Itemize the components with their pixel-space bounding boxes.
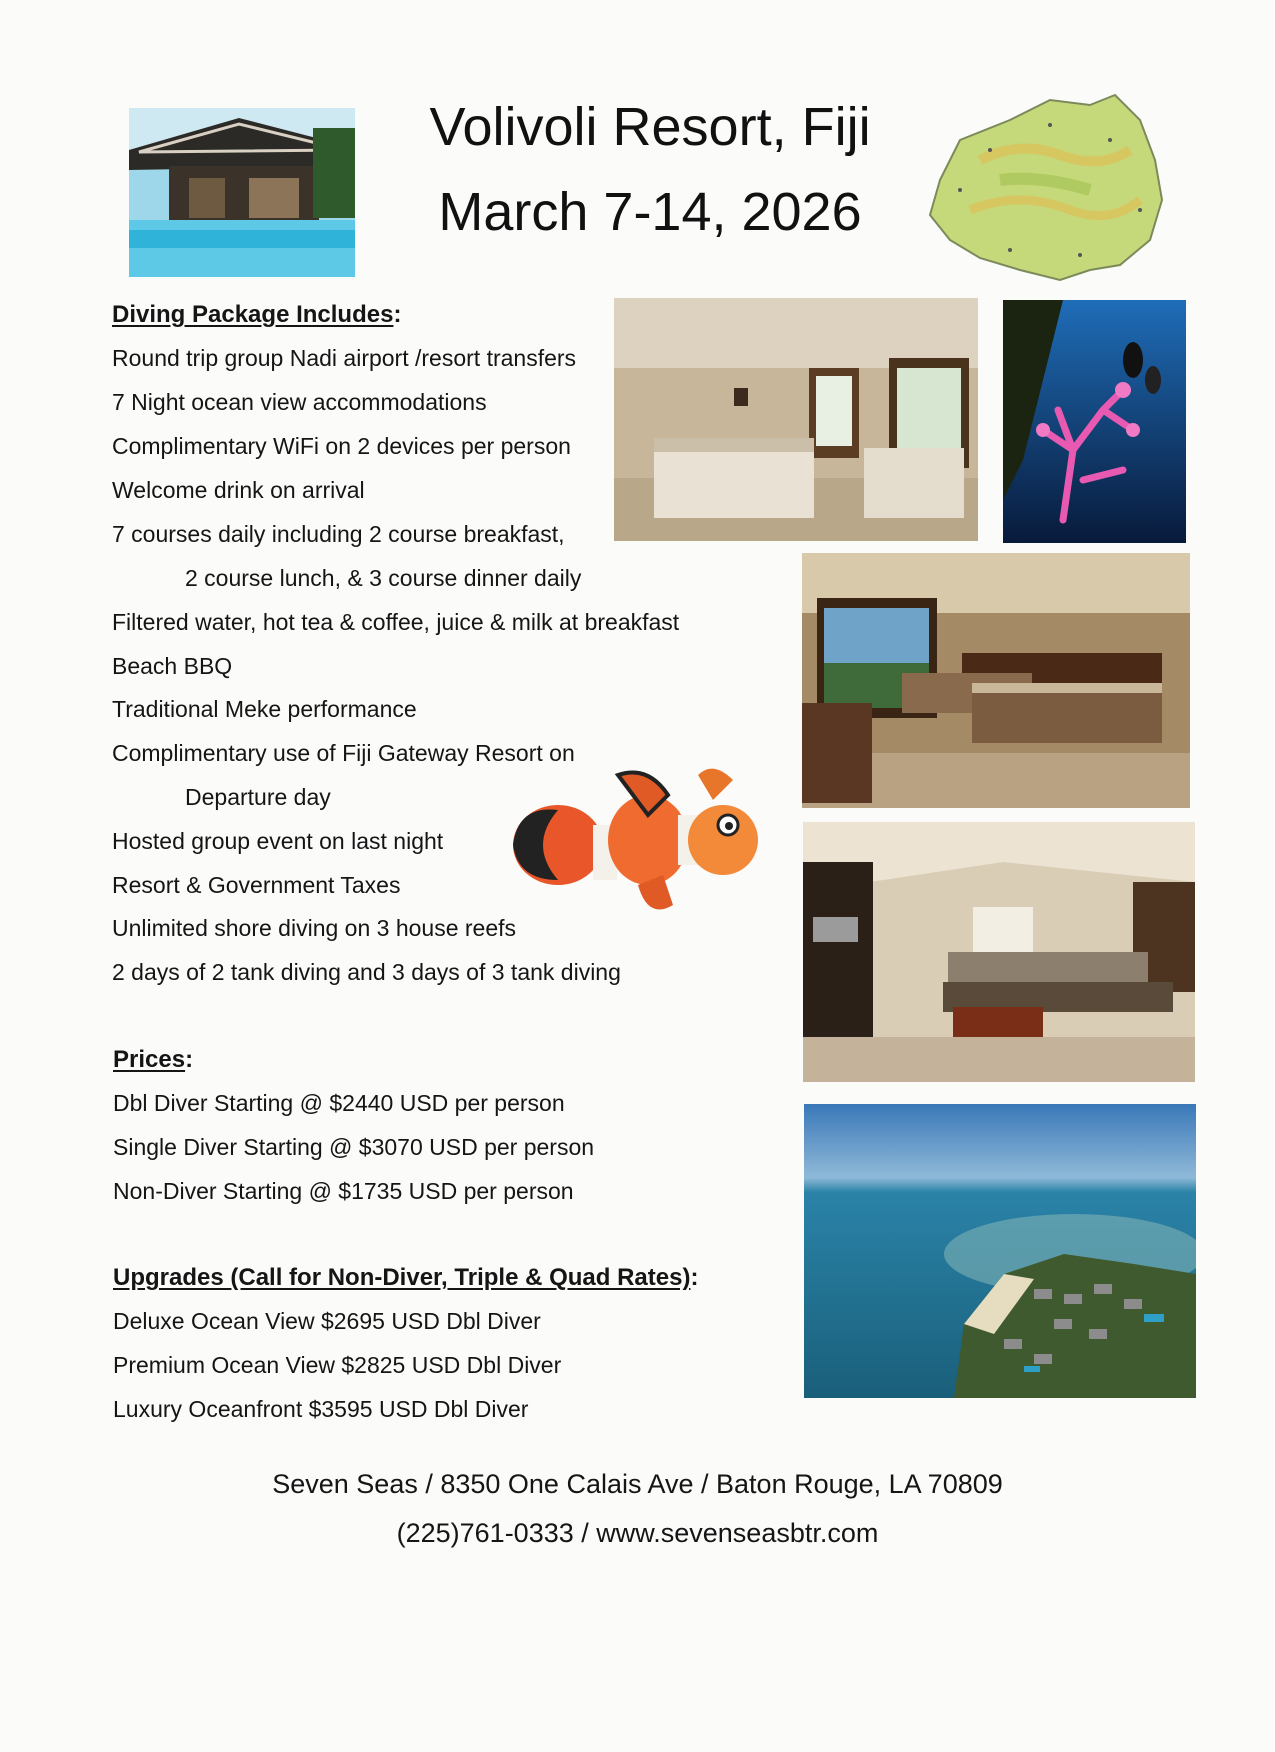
package-item: Traditional Meke performance bbox=[112, 696, 417, 722]
upgrade-item: Deluxe Ocean View $2695 USD Dbl Diver bbox=[113, 1308, 541, 1334]
clownfish-illustration bbox=[498, 755, 762, 925]
prices-heading: Prices: bbox=[113, 1046, 194, 1073]
package-item: Unlimited shore diving on 3 house reefs bbox=[112, 915, 517, 941]
package-item: Filtered water, hot tea & coffee, juice & milk at breakfast bbox=[112, 609, 680, 635]
package-item: 7 courses daily including 2 course breakfast, bbox=[112, 521, 565, 547]
package-item: Beach BBQ bbox=[112, 653, 233, 679]
price-item: Single Diver Starting @ $3070 USD per person bbox=[113, 1134, 595, 1160]
upgrade-item: Luxury Oceanfront $3595 USD Dbl Diver bbox=[113, 1396, 529, 1422]
package-item: Complimentary WiFi on 2 devices per person bbox=[112, 433, 571, 459]
twin-bed-room-photo bbox=[614, 298, 978, 541]
price-item: Dbl Diver Starting @ $2440 USD per person bbox=[113, 1090, 565, 1116]
upgrades-heading: Upgrades (Call for Non-Diver, Triple & Quad Rates): bbox=[113, 1264, 699, 1291]
aerial-resort-photo bbox=[804, 1104, 1196, 1398]
footer-contact: (225)761-0333 / www.sevenseasbtr.com bbox=[396, 1518, 879, 1548]
package-item: Hosted group event on last night bbox=[112, 828, 444, 854]
page-title-line1: Volivoli Resort, Fiji bbox=[429, 97, 871, 157]
package-item: Welcome drink on arrival bbox=[112, 477, 365, 503]
double-bed-ocean-room-photo bbox=[802, 553, 1190, 808]
package-item: Resort & Government Taxes bbox=[112, 872, 401, 898]
package-item: Round trip group Nadi airport /resort transfers bbox=[112, 345, 577, 371]
fiji-island-map bbox=[900, 80, 1200, 290]
package-item: 2 days of 2 tank diving and 3 days of 3 tank diving bbox=[112, 959, 621, 985]
pool-bar-photo bbox=[129, 108, 355, 277]
package-item: 2 course lunch, & 3 course dinner daily bbox=[185, 565, 582, 591]
upgrade-item: Premium Ocean View $2825 USD Dbl Diver bbox=[113, 1352, 562, 1378]
footer-address: Seven Seas / 8350 One Calais Ave / Baton Rouge, LA 70809 bbox=[272, 1469, 1003, 1499]
package-item: 7 Night ocean view accommodations bbox=[112, 389, 487, 415]
suite-lounge-photo bbox=[803, 822, 1195, 1082]
package-heading: Diving Package Includes: bbox=[112, 301, 402, 328]
diver-coral-photo bbox=[1003, 300, 1186, 543]
page-title-line2: March 7-14, 2026 bbox=[438, 182, 862, 242]
package-item: Complimentary use of Fiji Gateway Resort on bbox=[112, 740, 575, 766]
package-item: Departure day bbox=[185, 784, 331, 810]
price-item: Non-Diver Starting @ $1735 USD per person bbox=[113, 1178, 574, 1204]
